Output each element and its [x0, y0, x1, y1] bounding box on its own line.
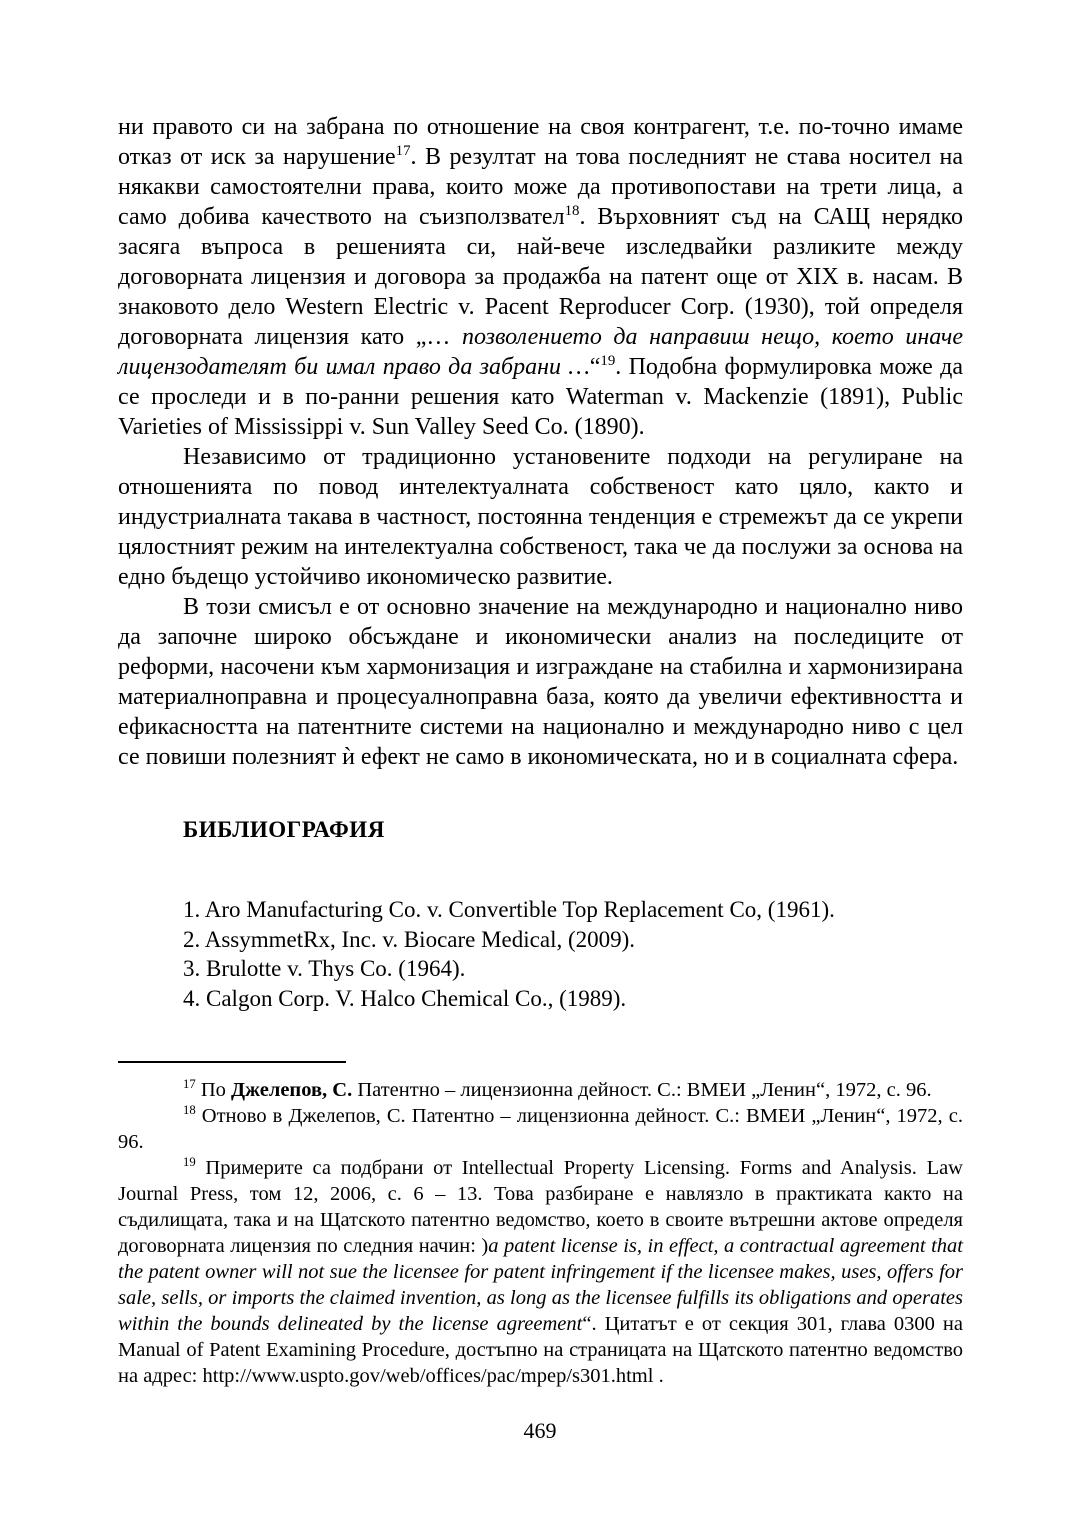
body-paragraph-1: ни правото си на забрана по отношение на своя контрагент, т.е. по-точно имаме отказ от иск за нарушение$^{17}$. В резултат на това последният не става носител на някакви самостоятелни права, които може да противопостави на трети лица, а само добива качеството на съизползвател$^{18}$. Върховният съд на САЩ нерядко засяга въпроса в решенията си, най-вече изследвайки разликите между договорната лицензия и договора за продажба на патент още от XIX в. насам. В знаковото дело Western Electric v. Pacent Reproducer Corp. (1930), той определя договорната лицензия като „… позволението да направиш нещо, което иначе лицензодателят би имал право да забрани …“$^{19}$. Подобна формулировка може да се проследи и в по-ранни решения като Waterman v. Mackenzie (1891), Public Varieties of Mississippi v. Sun Valley Seed Co. (1890). [118, 114, 964, 440]
bibliography-item: 1. Aro Manufacturing Co. v. Convertible Top Replacement Co, (1961). [183, 897, 835, 922]
bibliography-list [183, 895, 963, 1013]
footnote-separator-rule [118, 1061, 346, 1063]
body-paragraph-2: Независимо от традиционно установените подходи на регулиране на отношенията по повод интелектуалната собственост като цяло, както и индустриалната такава в частност, постоянна тенденция е стремежът да се укрепи цялостният режим на интелектуална собственост, така че да послужи за основа на едно бъдещо устойчиво икономическо развитие. [118, 444, 963, 590]
footnote-17: $^{17}$ По Джелепов, С. Патентно – лицензионна дейност. С.: ВМЕИ „Ленин“, 1972, с. 96. [183, 1077, 932, 1101]
body-paragraph-3: В този смисъл е от основно значение на международно и национално ниво да започне широко обсъждане и икономически анализ на последиците от реформи, насочени към хармонизация и изграждане на стабилна и хармонизирана материалноправна и процесуалноправна база, която да увеличи ефективността и ефикасността на патентните системи на национално и международно ниво с цел се повиши полезният ѝ ефект не само в икономическата, но и в социалната сфера. [118, 594, 963, 770]
main-text-block [118, 112, 963, 772]
bibliography-item: 2. AssymmetRx, Inc. v. Biocare Medical, (2009). [183, 926, 636, 952]
footnote-18: $^{18}$ Отново в Джелепов, С. Патентно – лицензионна дейност. С.: ВМЕИ „Ленин“, 1972, с. 96. [118, 1103, 963, 1153]
footnote-19: $^{19}$ Примерите са подбрани от Intellectual Property Licensing. Forms and Analysis. Law Journal Press, том 12, 2006, с. 6 – 13. Това разбиране е навлязло в практиката както на съдилищата, така и на Щатското патентно ведомство, което в своите вътрешни актове определя договорната лицензия по следния начин: )a patent license is, in effect, a contractual agreement that the patent owner will not sue the licensee for patent infringement if the licensee makes, uses, offers for sale, sells, or imports the claimed invention, as long as the licensee fulfills its obligations and operates within the bounds delineated by the license agreement“. Цитатът е от секция 301, глава 0300 на Manual of Patent Examining Procedure, достъпно на страницата на Щатското патентно ведомство на адрес: http://www.uspto.gov/web/offices/pac/mpep/s301.html . [118, 1155, 963, 1387]
bibliography-item: 3. Brulotte v. Thys Co. (1964). [183, 956, 466, 981]
footnotes-section [118, 1077, 963, 1389]
bibliography-heading: БИБЛИОГРАФИЯ [183, 817, 385, 842]
page-number: 469 [523, 1418, 557, 1443]
bibliography-item: 4. Calgon Corp. V. Halco Chemical Co., (1989). [183, 985, 627, 1011]
